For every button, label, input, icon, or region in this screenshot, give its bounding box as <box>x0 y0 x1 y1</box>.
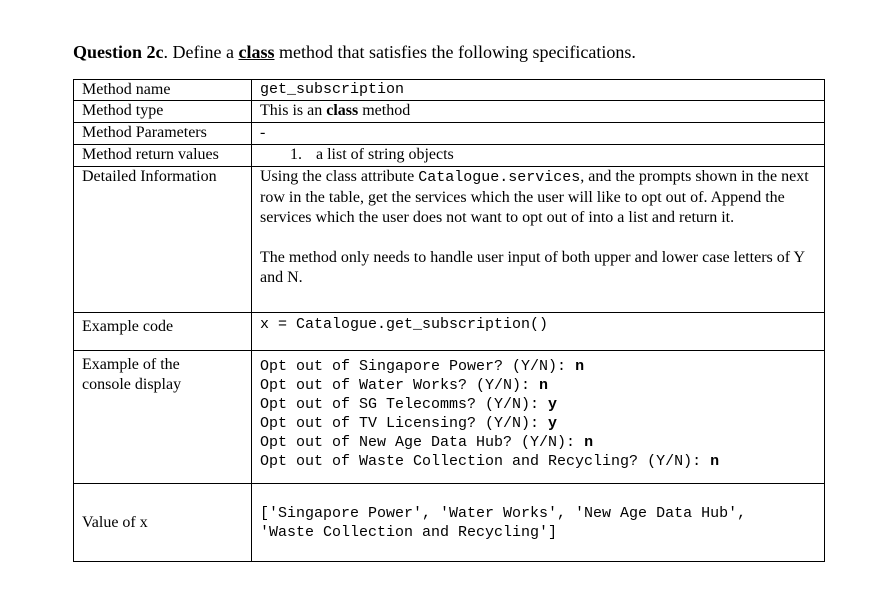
value-of-x-value <box>252 484 825 562</box>
console-prompt: Opt out of Waste Collection and Recycling? (Y/N): <box>260 453 711 470</box>
console-line <box>260 395 816 414</box>
row-detailed-information <box>74 167 825 313</box>
method-name-value: get_subscription <box>252 80 825 101</box>
method-type-label: Method type <box>74 101 252 123</box>
method-return-label: Method return values <box>74 145 252 167</box>
console-line <box>260 452 816 471</box>
row-method-parameters <box>74 123 825 145</box>
return-list-number: 1. <box>290 146 302 163</box>
question-number: Question 2c <box>73 42 164 62</box>
console-answer: n <box>575 358 585 375</box>
console-prompt: Opt out of SG Telecomms? (Y/N): <box>260 396 549 413</box>
specification-table <box>73 79 825 562</box>
detailed-p1-post: , and the prompts shown in the next row in the table, get the services which the user will like to opt out of. Append the services which the user does not want to opt out of into a list and return it. <box>260 168 809 226</box>
detailed-information-label: Detailed Information <box>74 167 252 313</box>
row-value-of-x <box>74 484 825 562</box>
row-example-code <box>74 313 825 351</box>
console-line <box>260 376 816 395</box>
console-line <box>260 357 816 376</box>
console-answer: y <box>548 396 558 413</box>
console-label-line-1: Example of the <box>82 356 180 373</box>
method-type-value <box>252 101 825 123</box>
console-display-value <box>252 351 825 484</box>
console-line <box>260 433 816 452</box>
console-prompt: Opt out of TV Licensing? (Y/N): <box>260 415 549 432</box>
detailed-paragraph-2: The method only needs to handle user input of both upper and lower case letters of Y and N. <box>260 249 805 286</box>
console-answer: y <box>548 415 558 432</box>
method-return-value <box>252 145 825 167</box>
method-type-pre: This is an <box>260 102 327 119</box>
method-type-post: method <box>358 102 411 119</box>
console-answer: n <box>584 434 594 451</box>
row-method-type <box>74 101 825 123</box>
console-prompt: Opt out of Singapore Power? (Y/N): <box>260 358 576 375</box>
return-list-text: a list of string objects <box>316 146 454 163</box>
value-of-x-line-1: ['Singapore Power', 'Water Works', 'New Age Data Hub', <box>260 504 747 522</box>
example-code-value: x = Catalogue.get_subscription() <box>252 313 825 351</box>
console-prompt: Opt out of New Age Data Hub? (Y/N): <box>260 434 585 451</box>
row-console-display <box>74 351 825 484</box>
example-code-label: Example code <box>74 313 252 351</box>
method-parameters-value: - <box>252 123 825 145</box>
detailed-paragraph-1 <box>260 167 816 228</box>
value-of-x-line-2: 'Waste Collection and Recycling'] <box>260 523 558 541</box>
value-of-x-label: Value of x <box>74 484 252 562</box>
method-parameters-label: Method Parameters <box>74 123 252 145</box>
question-heading <box>73 42 636 63</box>
console-line <box>260 414 816 433</box>
detailed-p1-code: Catalogue.services <box>418 169 581 186</box>
detailed-p1-pre: Using the class attribute <box>260 168 419 185</box>
console-answer: n <box>539 377 549 394</box>
console-label-line-2: console display <box>82 376 182 393</box>
heading-text-mid: . Define a <box>163 42 239 62</box>
detailed-information-value <box>252 167 825 313</box>
heading-emphasis: class <box>238 42 275 62</box>
row-method-name <box>74 80 825 101</box>
console-answer: n <box>710 453 720 470</box>
console-display-label <box>74 351 252 484</box>
method-type-bold: class <box>326 102 359 119</box>
method-name-label: Method name <box>74 80 252 101</box>
console-prompt: Opt out of Water Works? (Y/N): <box>260 377 540 394</box>
heading-text-suffix: method that satisfies the following specifications. <box>274 42 636 62</box>
row-method-return <box>74 145 825 167</box>
